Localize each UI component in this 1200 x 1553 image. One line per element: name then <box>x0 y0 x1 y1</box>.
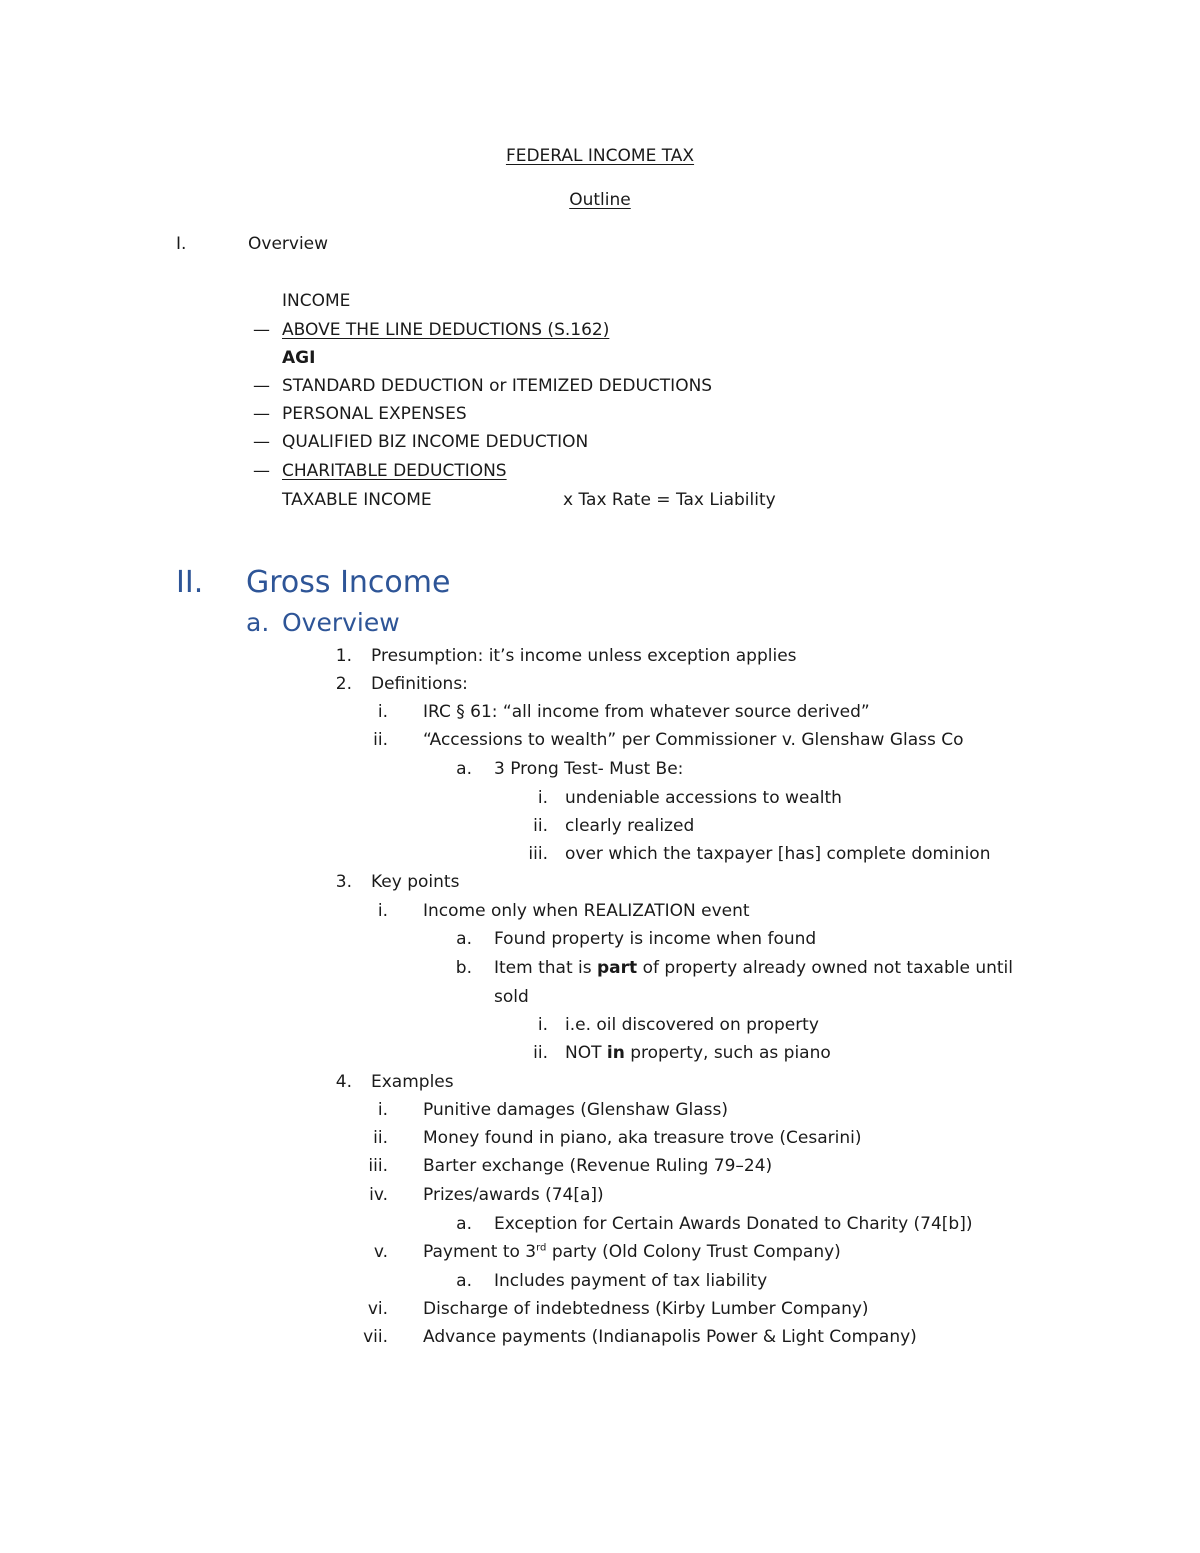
list-number: i. <box>537 788 548 808</box>
overview-charitable: CHARITABLE DEDUCTIONS <box>282 461 507 481</box>
section-2-number: II. <box>176 565 204 600</box>
list-item-text: Payment to 3 <box>423 1242 537 1262</box>
list-item: Examples <box>371 1072 454 1092</box>
list-item: Barter exchange (Revenue Ruling 79–24) <box>423 1156 773 1176</box>
subsection-a-number: a. <box>246 608 270 637</box>
minus-sign: — <box>253 404 270 424</box>
minus-sign: — <box>253 461 270 481</box>
list-item-text: Item that is <box>494 958 598 978</box>
list-number: iii. <box>528 844 548 864</box>
list-item-text: NOT <box>565 1043 607 1063</box>
list-item <box>565 1042 831 1064</box>
list-item: clearly realized <box>565 816 695 836</box>
list-item: “Accessions to wealth” per Commissioner v. Glenshaw Glass Co <box>423 730 964 750</box>
list-number: 1. <box>335 646 352 666</box>
overview-qbi: QUALIFIED BIZ INCOME DEDUCTION <box>282 432 589 452</box>
list-item: Exception for Certain Awards Donated to Charity (74[b]) <box>494 1214 973 1234</box>
list-number: i. <box>377 901 388 921</box>
list-item-text: of property already owned not taxable until <box>637 958 1014 978</box>
list-item-text: property, such as piano <box>624 1043 831 1063</box>
list-item: Key points <box>371 872 460 892</box>
list-number: ii. <box>533 1043 548 1063</box>
list-number: v. <box>373 1242 388 1262</box>
list-number: vi. <box>367 1299 388 1319</box>
list-item: Discharge of indebtedness (Kirby Lumber Company) <box>423 1299 869 1319</box>
list-number: ii. <box>373 1128 388 1148</box>
list-number: 2. <box>335 674 352 694</box>
list-item: i.e. oil discovered on property <box>565 1015 819 1035</box>
list-number: a. <box>456 929 472 949</box>
list-item: Includes payment of tax liability <box>494 1271 768 1291</box>
list-item: undeniable accessions to wealth <box>565 788 842 808</box>
list-item: Money found in piano, aka treasure trove (Cesarini) <box>423 1128 862 1148</box>
list-number: a. <box>456 759 472 779</box>
list-number: a. <box>456 1214 472 1234</box>
list-number: ii. <box>373 730 388 750</box>
minus-sign: — <box>253 432 270 452</box>
overview-formula: x Tax Rate = Tax Liability <box>563 490 776 510</box>
list-number: 3. <box>335 872 352 892</box>
list-item: Punitive damages (Glenshaw Glass) <box>423 1100 729 1120</box>
overview-agi: AGI <box>282 348 316 368</box>
list-item: over which the taxpayer [has] complete dominion <box>565 844 991 864</box>
section-1-number: I. <box>176 234 187 254</box>
section-1-heading: Overview <box>248 234 329 254</box>
document-title: FEDERAL INCOME TAX <box>505 146 695 166</box>
ordinal-superscript: rd <box>536 1242 547 1254</box>
list-item <box>423 1241 841 1263</box>
list-number: b. <box>455 958 472 978</box>
list-item-continuation: sold <box>494 987 529 1007</box>
list-number: 4. <box>335 1072 352 1092</box>
list-number: vii. <box>363 1327 388 1347</box>
overview-taxable: TAXABLE INCOME <box>282 490 432 510</box>
list-item: 3 Prong Test- Must Be: <box>494 759 684 779</box>
minus-sign: — <box>253 320 270 340</box>
list-number: a. <box>456 1271 472 1291</box>
subsection-a-heading: Overview <box>282 608 400 637</box>
overview-personal: PERSONAL EXPENSES <box>282 404 467 424</box>
list-item: IRC § 61: “all income from whatever source derived” <box>423 702 870 722</box>
list-item-emphasis: in <box>606 1043 625 1063</box>
list-item: Definitions: <box>371 674 468 694</box>
list-number: i. <box>537 1015 548 1035</box>
list-item: Found property is income when found <box>494 929 817 949</box>
list-number: ii. <box>533 816 548 836</box>
list-number: i. <box>377 1100 388 1120</box>
list-number: i. <box>377 702 388 722</box>
list-item-emphasis: part <box>597 958 638 978</box>
list-item: Advance payments (Indianapolis Power & Light Company) <box>423 1327 917 1347</box>
list-item-text: party (Old Colony Trust Company) <box>546 1242 841 1262</box>
list-item: Prizes/awards (74[a]) <box>423 1185 604 1205</box>
list-item <box>494 957 1013 979</box>
list-item: Income only when REALIZATION event <box>423 901 750 921</box>
overview-above-line: ABOVE THE LINE DEDUCTIONS (S.162) <box>282 320 610 340</box>
list-number: iii. <box>368 1156 388 1176</box>
section-2-heading: Gross Income <box>246 565 451 600</box>
document-subtitle: Outline <box>569 190 631 210</box>
overview-income: INCOME <box>282 291 351 311</box>
list-item: Presumption: it’s income unless exception applies <box>371 646 797 666</box>
list-number: iv. <box>369 1185 388 1205</box>
overview-standard: STANDARD DEDUCTION or ITEMIZED DEDUCTIONS <box>282 376 713 396</box>
minus-sign: — <box>253 376 270 396</box>
